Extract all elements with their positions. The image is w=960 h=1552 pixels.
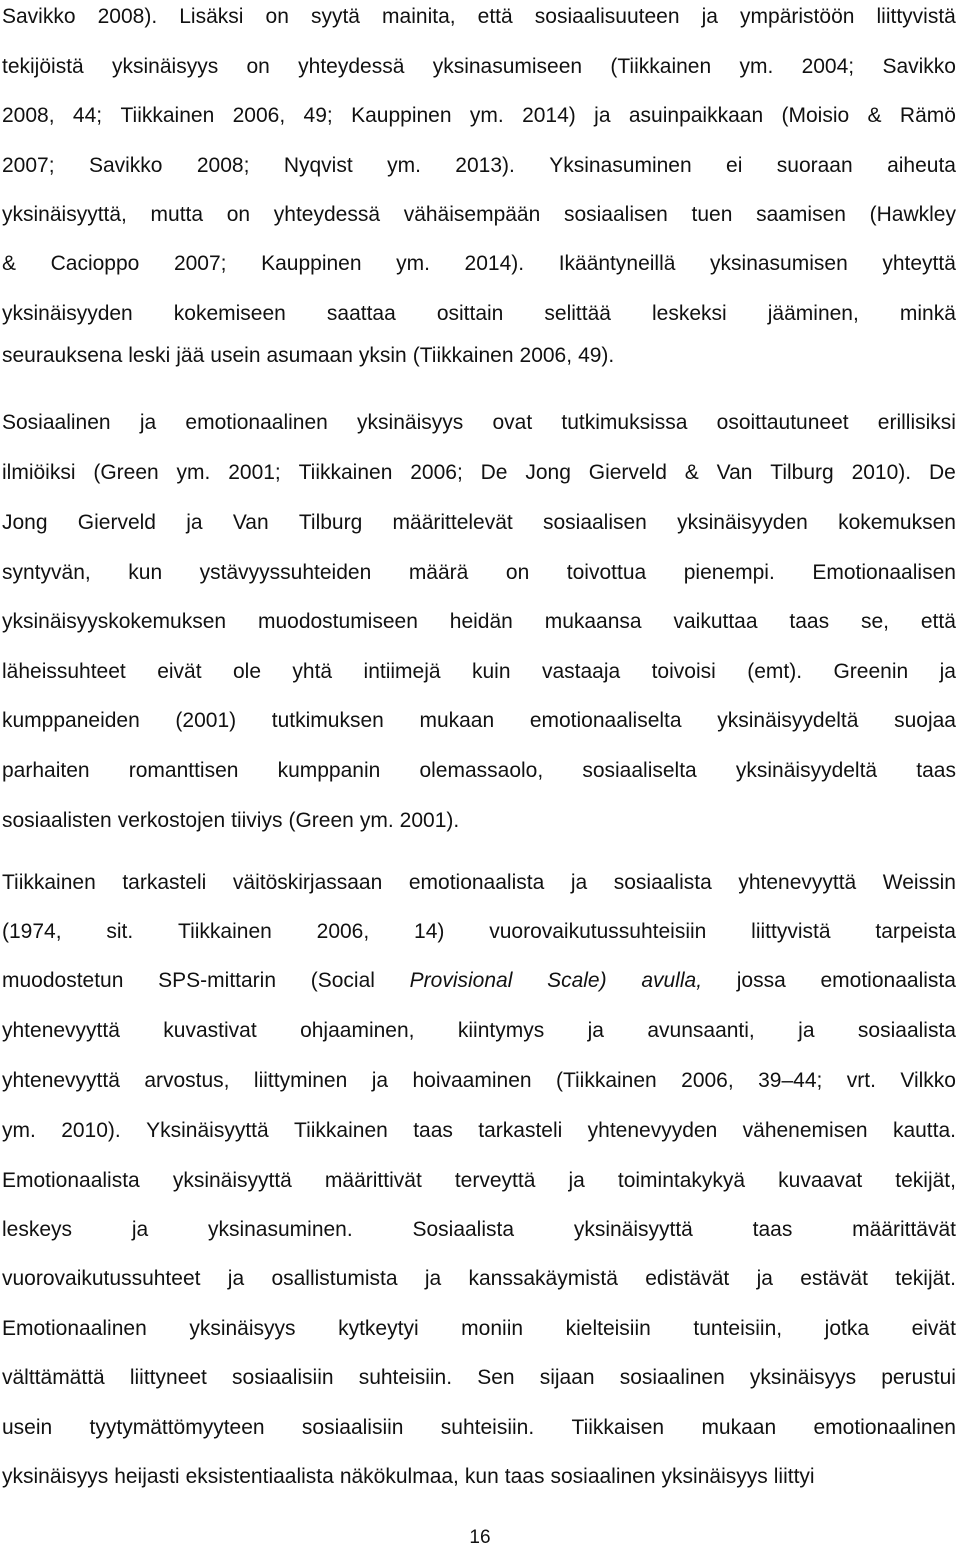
- text-line: [2, 1462, 956, 1492]
- word: tyytymättömyyteen: [89, 1416, 265, 1439]
- word: leskeksi: [652, 302, 727, 325]
- word: 49;: [303, 104, 333, 127]
- word: vaikuttaa: [673, 610, 758, 633]
- word: kumppanin: [277, 759, 381, 782]
- word: syytä: [310, 5, 360, 28]
- word: ja: [594, 104, 611, 127]
- word: 2004;: [801, 55, 855, 78]
- text-line: [2, 1166, 956, 1196]
- word: (Tiikkainen: [412, 344, 514, 367]
- word: Yksinasuminen: [549, 154, 692, 177]
- word: vähäisempään: [403, 203, 541, 226]
- word: leskeys: [2, 1218, 73, 1241]
- word: hoivaaminen: [412, 1069, 532, 1092]
- word: (emt).: [747, 660, 803, 683]
- word: yksinäisyys: [357, 411, 464, 434]
- word: emotionaaliselta: [529, 709, 682, 732]
- word: kuvaavat: [778, 1169, 863, 1192]
- word: 2001).: [399, 809, 460, 832]
- word: että: [477, 5, 513, 28]
- text-line: [2, 756, 956, 786]
- word: ei: [726, 154, 743, 177]
- word: (Green: [288, 809, 354, 832]
- word: yksinasumisen: [710, 252, 848, 275]
- word: mainita,: [382, 5, 456, 28]
- word: kumppaneiden: [2, 709, 140, 732]
- text-line: [2, 52, 956, 82]
- word: ohjaaminen,: [300, 1019, 415, 1042]
- word: sosiaalinen: [619, 1366, 725, 1389]
- word: pienempi.: [683, 561, 775, 584]
- word: suojaa: [894, 709, 956, 732]
- word: Tiikkaisen: [571, 1416, 665, 1439]
- word: Tilburg: [770, 461, 834, 484]
- word: osoittautuneet: [716, 411, 849, 434]
- word: taas: [789, 610, 830, 633]
- word: edistävät: [645, 1267, 730, 1290]
- word: yhtä: [292, 660, 333, 683]
- word: syntyvän,: [2, 561, 91, 584]
- word: ym.: [387, 154, 421, 177]
- word: ym.: [176, 461, 211, 484]
- word: sosiaalisten: [2, 809, 112, 832]
- word: yksinäisyys: [661, 1465, 768, 1488]
- word: moniin: [461, 1317, 524, 1340]
- word: romanttisen: [128, 759, 239, 782]
- word: eivät: [157, 660, 202, 683]
- word: Sosiaalista: [412, 1218, 515, 1241]
- word: Van: [232, 511, 269, 534]
- word: kuin: [472, 660, 511, 683]
- word: Sosiaalinen: [2, 411, 111, 434]
- word: muodostetun: [2, 969, 124, 992]
- word: ym.: [469, 104, 504, 127]
- word: eivät: [911, 1317, 956, 1340]
- word: ja: [756, 1267, 773, 1290]
- word: yhteydessä: [273, 203, 381, 226]
- text-line: [2, 458, 956, 488]
- word: emotionaalinen: [185, 411, 328, 434]
- word: Emotionaalisen: [812, 561, 956, 584]
- word: taas: [916, 759, 956, 782]
- word: Provisional: [409, 969, 513, 992]
- text-line: [2, 706, 956, 736]
- word: liittyminen: [253, 1069, 348, 1092]
- word: 2007;: [173, 252, 227, 275]
- word: De: [928, 461, 956, 484]
- word: (Moisio: [781, 104, 850, 127]
- word: kautta.: [892, 1119, 956, 1142]
- word: estävät: [800, 1267, 868, 1290]
- text-line: [2, 299, 956, 329]
- word: on: [246, 55, 270, 78]
- word: kanssakäymistä: [468, 1267, 618, 1290]
- word: Savikko: [882, 55, 956, 78]
- word: Kauppinen: [261, 252, 362, 275]
- word: yksin: [358, 344, 407, 367]
- word: suoraan: [776, 154, 853, 177]
- word: sosiaalista: [857, 1019, 956, 1042]
- word: erillisiksi: [877, 411, 956, 434]
- word: Yksinäisyyttä: [146, 1119, 269, 1142]
- word: vähenemisen: [742, 1119, 868, 1142]
- word: mukaan: [701, 1416, 777, 1439]
- word: ja: [570, 871, 588, 894]
- word: ja: [371, 1069, 389, 1092]
- word: eksistentiaalista: [185, 1465, 334, 1488]
- word: tarkasteli: [122, 871, 207, 894]
- word: sit.: [106, 920, 134, 943]
- word: ja: [139, 411, 157, 434]
- word: tekijät,: [895, 1169, 956, 1192]
- word: liittyi: [773, 1465, 815, 1488]
- word: saamisen: [756, 203, 846, 226]
- word: ym.: [396, 252, 430, 275]
- word: 2008,: [2, 104, 55, 127]
- word: suhteisiin.: [358, 1366, 453, 1389]
- word: sosiaalinen: [550, 1465, 656, 1488]
- word: 44;: [72, 104, 103, 127]
- word: intiimejä: [363, 660, 441, 683]
- word: on: [265, 5, 289, 28]
- word: aiheuta: [887, 154, 956, 177]
- word: on: [226, 203, 251, 226]
- word: mukaansa: [544, 610, 642, 633]
- word: Cacioppo: [50, 252, 140, 275]
- word: yksinäisyys: [189, 1317, 296, 1340]
- word: että: [920, 610, 956, 633]
- word: Savikko: [88, 154, 163, 177]
- word: Savikko: [2, 5, 76, 28]
- word: mutta: [150, 203, 204, 226]
- word: asumaan: [266, 344, 353, 367]
- word: 2010).: [61, 1119, 121, 1142]
- word: perustui: [881, 1366, 956, 1389]
- word: 2008).: [97, 5, 158, 28]
- word: taas: [504, 1465, 545, 1488]
- word: (Social: [310, 969, 375, 992]
- word: sosiaalisiin: [232, 1366, 334, 1389]
- word: Jong: [525, 461, 571, 484]
- word: vastaaja: [541, 660, 621, 683]
- word: taas: [752, 1218, 793, 1241]
- text-line: [2, 1314, 956, 1344]
- word: Weissin: [882, 871, 956, 894]
- word: verkostojen: [117, 809, 226, 832]
- word: Lisäksi: [179, 5, 244, 28]
- word: Vilkko: [900, 1069, 956, 1092]
- text-line: [2, 508, 956, 538]
- text-line: [2, 1066, 956, 1096]
- text-line: [2, 249, 956, 279]
- word: kun: [128, 561, 163, 584]
- word: 2014).: [464, 252, 525, 275]
- word: yksinasumiseen: [432, 55, 583, 78]
- word: ja: [939, 660, 956, 683]
- word: muodostumiseen: [257, 610, 418, 633]
- word: ja: [227, 1267, 245, 1290]
- word: vuorovaikutussuhteisiin: [489, 920, 707, 943]
- word: sosiaalista: [613, 871, 712, 894]
- word: Tiikkainen: [178, 920, 272, 943]
- word: leski: [128, 344, 171, 367]
- word: yhtenevyyttä: [738, 871, 857, 894]
- word: ja: [131, 1218, 149, 1241]
- word: kuvastivat: [163, 1019, 257, 1042]
- word: selittää: [544, 302, 611, 325]
- word: ilmiöiksi: [2, 461, 76, 484]
- word: ja: [798, 1019, 815, 1042]
- word: ym.: [2, 1119, 36, 1142]
- word: sosiaalisen: [542, 511, 647, 534]
- word: Tiikkainen: [2, 871, 96, 894]
- word: Jong: [2, 511, 48, 534]
- word: 2014): [522, 104, 576, 127]
- text-line: [2, 1413, 956, 1443]
- word: heidän: [449, 610, 513, 633]
- word: on: [505, 561, 530, 584]
- word: ja: [568, 1169, 585, 1192]
- word: Sen: [477, 1366, 515, 1389]
- word: kokemuksen: [838, 511, 956, 534]
- word: (1974,: [2, 920, 62, 943]
- word: jossa: [736, 969, 786, 992]
- word: läheissuhteet: [2, 660, 126, 683]
- word: yksinäisyyttä,: [2, 203, 127, 226]
- word: toivottua: [566, 561, 647, 584]
- text-line: [2, 101, 956, 131]
- word: Ikääntyneillä: [558, 252, 676, 275]
- page-number: 16: [469, 1527, 491, 1548]
- text-line: [2, 917, 956, 947]
- word: Van: [716, 461, 753, 484]
- text-line: [2, 341, 956, 371]
- word: ystävyyssuhteiden: [199, 561, 372, 584]
- word: heijasti: [114, 1465, 180, 1488]
- word: 2006,: [232, 104, 286, 127]
- word: De: [480, 461, 508, 484]
- word: ole: [232, 660, 261, 683]
- word: yksinäisyyttä: [172, 1169, 292, 1192]
- word: 39–44;: [758, 1069, 823, 1092]
- word: asuinpaikkaan: [628, 104, 764, 127]
- word: kokemiseen: [173, 302, 286, 325]
- word: (Tiikkainen: [555, 1069, 657, 1092]
- word: väitöskirjassaan: [232, 871, 383, 894]
- word: Nyqvist: [283, 154, 353, 177]
- text-line: [2, 1116, 956, 1146]
- word: Emotionaalista: [2, 1169, 140, 1192]
- word: yksinäisyys: [112, 55, 219, 78]
- word: (Tiikkainen: [610, 55, 712, 78]
- word: sosiaalisuuteen: [534, 5, 680, 28]
- word: sosiaalisiin: [301, 1416, 404, 1439]
- word: usein: [210, 344, 261, 367]
- word: olemassaolo,: [419, 759, 544, 782]
- word: (Green: [93, 461, 159, 484]
- word: ja: [186, 511, 203, 534]
- text-line: [2, 868, 956, 898]
- word: Gierveld: [588, 461, 667, 484]
- word: &: [867, 104, 882, 127]
- word: ympäristöön: [740, 5, 855, 28]
- text-line: [2, 1264, 956, 1294]
- word: ym.: [739, 55, 774, 78]
- word: tutkimuksissa: [561, 411, 688, 434]
- word: vrt.: [846, 1069, 876, 1092]
- word: emotionaalista: [820, 969, 956, 992]
- word: määrittelevät: [392, 511, 513, 534]
- text-line: [2, 408, 956, 438]
- word: yhteydessä: [298, 55, 405, 78]
- word: Greenin: [833, 660, 909, 683]
- word: tekijät.: [895, 1267, 956, 1290]
- word: yksinäisyydeltä: [717, 709, 859, 732]
- text-line: [2, 806, 956, 836]
- text-line: [2, 607, 956, 637]
- word: Emotionaalinen: [2, 1317, 147, 1340]
- word: jääminen,: [767, 302, 859, 325]
- word: tarkasteli: [478, 1119, 563, 1142]
- word: Kauppinen: [351, 104, 452, 127]
- word: toimintakykyä: [617, 1169, 746, 1192]
- word: saattaa: [326, 302, 396, 325]
- word: sosiaalisen: [563, 203, 668, 226]
- word: yksinäisyys: [749, 1366, 857, 1389]
- word: tekijöistä: [2, 55, 84, 78]
- word: yhtenevyyttä: [2, 1019, 120, 1042]
- word: vuorovaikutussuhteet: [2, 1267, 201, 1290]
- word: emotionaalinen: [813, 1416, 956, 1439]
- word: parhaiten: [2, 759, 90, 782]
- word: 2001;: [228, 461, 281, 484]
- text-line: [2, 151, 956, 181]
- word: kielteisiin: [565, 1317, 651, 1340]
- word: määrittivät: [324, 1169, 422, 1192]
- word: liittyvistä: [876, 5, 956, 28]
- text-line: [2, 2, 956, 32]
- word: tiiviys: [231, 809, 283, 832]
- word: yksinäisyyttä: [573, 1218, 693, 1241]
- word: ja: [587, 1019, 604, 1042]
- word: jotka: [824, 1317, 870, 1340]
- word: 2006;: [410, 461, 463, 484]
- word: avulla,: [641, 969, 703, 992]
- word: määrä: [408, 561, 469, 584]
- word: tutkimuksen: [271, 709, 384, 732]
- word: 2008;: [196, 154, 250, 177]
- text-line: [2, 558, 956, 588]
- word: yksinasuminen.: [207, 1218, 353, 1241]
- text-line: [2, 1016, 956, 1046]
- word: 2006,: [681, 1069, 734, 1092]
- word: sosiaaliselta: [582, 759, 697, 782]
- word: tunteisiin,: [693, 1317, 783, 1340]
- word: 2006,: [519, 344, 573, 367]
- word: kun: [464, 1465, 499, 1488]
- word: kytkeytyi: [338, 1317, 419, 1340]
- word: avunsaanti,: [647, 1019, 755, 1042]
- word: yhtenevyyttä: [2, 1069, 120, 1092]
- word: yksinäisyyden: [2, 302, 133, 325]
- word: mukaan: [419, 709, 495, 732]
- word: &: [2, 252, 17, 275]
- word: suhteisiin.: [440, 1416, 535, 1439]
- text-line: [2, 1363, 956, 1393]
- word: 2007;: [2, 154, 55, 177]
- word: välttämättä: [2, 1366, 105, 1389]
- word: jää: [176, 344, 205, 367]
- word: yksinäisyydeltä: [735, 759, 878, 782]
- word: Tiikkainen: [120, 104, 215, 127]
- word: näkökulmaa,: [339, 1465, 459, 1488]
- word: se,: [860, 610, 889, 633]
- word: Tiikkainen: [298, 461, 393, 484]
- word: yksinäisyys: [2, 1465, 109, 1488]
- word: sijaan: [539, 1366, 595, 1389]
- word: terveyttä: [454, 1169, 536, 1192]
- word: Tilburg: [298, 511, 363, 534]
- word: yksinäisyyden: [677, 511, 808, 534]
- word: seurauksena: [2, 344, 123, 367]
- word: toivoisi: [651, 660, 716, 683]
- text-line: [2, 1215, 956, 1245]
- word: osittain: [436, 302, 504, 325]
- word: minkä: [899, 302, 956, 325]
- word: arvostus,: [144, 1069, 230, 1092]
- word: Gierveld: [77, 511, 156, 534]
- word: emotionaalista: [408, 871, 545, 894]
- word: ja: [424, 1267, 442, 1290]
- word: liittyvistä: [751, 920, 831, 943]
- text-line: [2, 657, 956, 687]
- word: Scale): [547, 969, 607, 992]
- word: ovat: [492, 411, 533, 434]
- word: taas: [413, 1119, 453, 1142]
- word: yksinäisyyskokemuksen: [2, 610, 227, 633]
- word: liittyneet: [129, 1366, 207, 1389]
- text-line: [2, 966, 956, 996]
- word: yhtenevyyden: [587, 1119, 718, 1142]
- word: määrittävät: [852, 1218, 956, 1241]
- word: 14): [414, 920, 445, 943]
- word: Tiikkainen: [294, 1119, 388, 1142]
- word: 49).: [578, 344, 615, 367]
- word: SPS-mittarin: [158, 969, 276, 992]
- word: (2001): [175, 709, 237, 732]
- word: Rämö: [899, 104, 956, 127]
- word: tarpeista: [875, 920, 956, 943]
- word: 2010).: [851, 461, 912, 484]
- word: ja: [701, 5, 718, 28]
- word: 2013).: [455, 154, 515, 177]
- word: &: [684, 461, 699, 484]
- word: ym.: [359, 809, 394, 832]
- word: kiintymys: [457, 1019, 545, 1042]
- word: 2006,: [316, 920, 370, 943]
- word: yhteyttä: [882, 252, 956, 275]
- word: tuen: [691, 203, 733, 226]
- word: (Hawkley: [869, 203, 956, 226]
- word: usein: [2, 1416, 53, 1439]
- word: osallistumista: [271, 1267, 398, 1290]
- text-line: [2, 200, 956, 230]
